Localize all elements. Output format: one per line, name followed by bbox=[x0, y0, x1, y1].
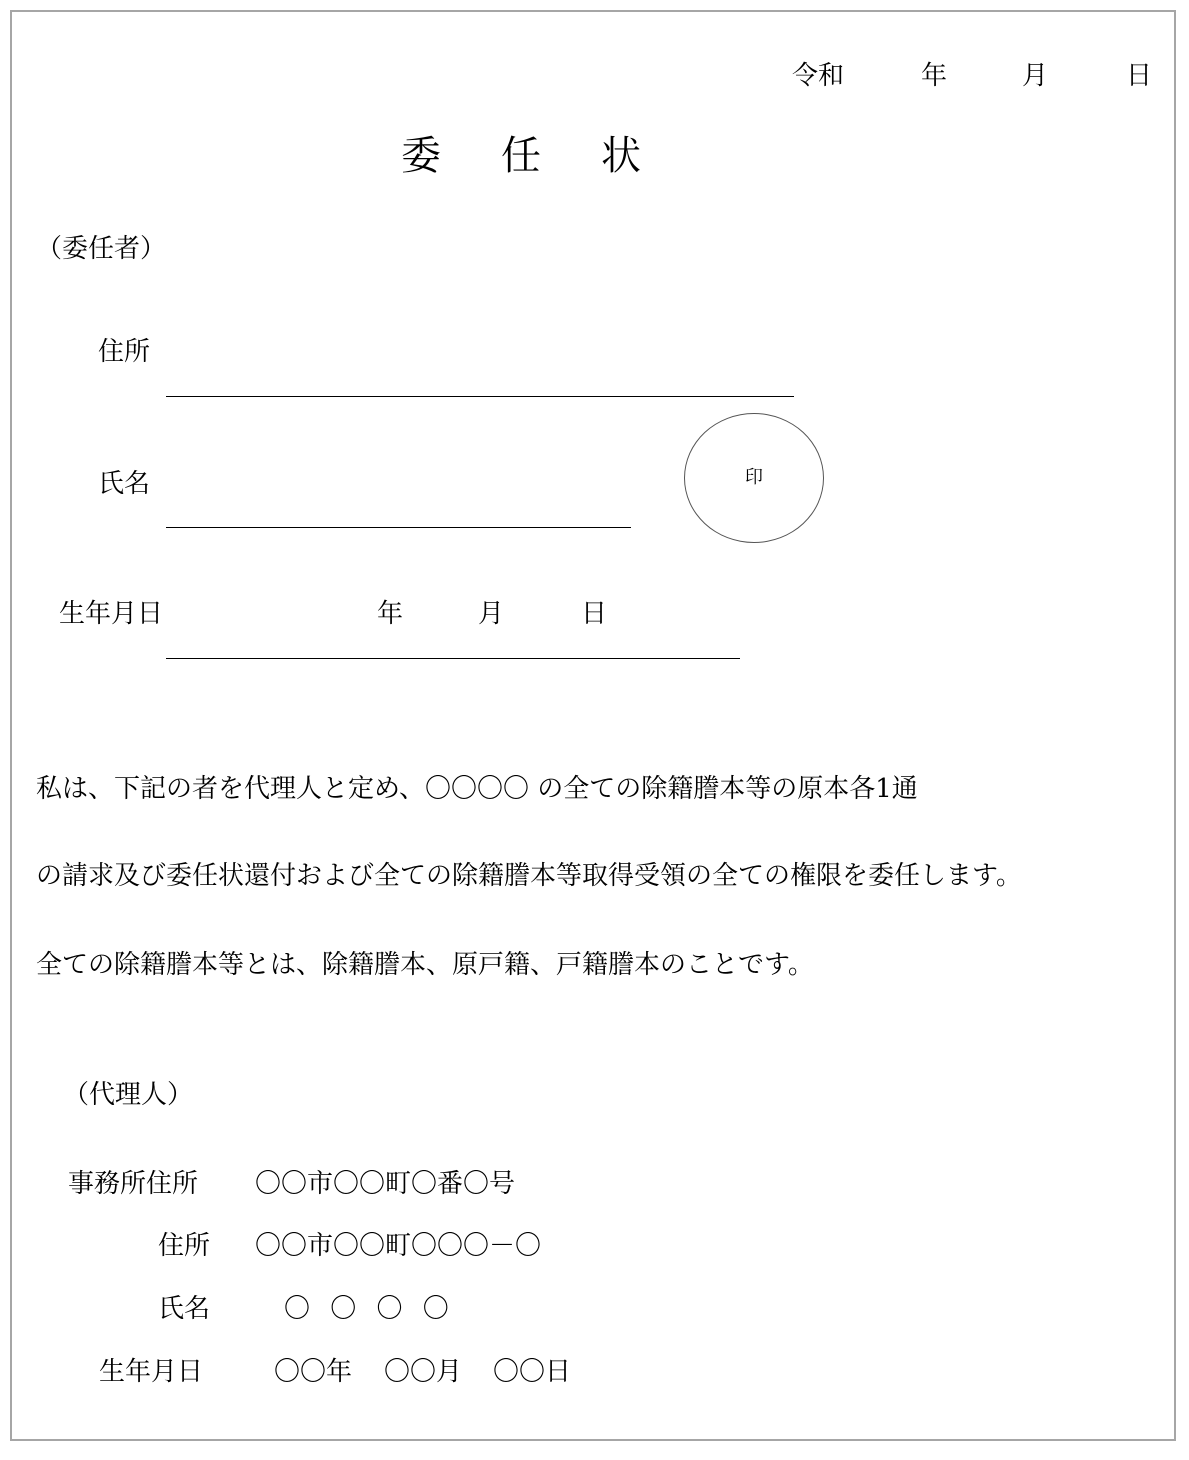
agent-heading: （代理人） bbox=[63, 1080, 194, 1110]
document-page bbox=[10, 10, 1176, 1441]
principal-birth-year-unit: 年 bbox=[377, 599, 404, 629]
agent-birth-year: 〇〇年 bbox=[274, 1357, 353, 1387]
agent-office-address-value: 〇〇市〇〇町〇番〇号 bbox=[255, 1169, 516, 1199]
seal-circle bbox=[684, 413, 824, 543]
principal-birth-label: 生年月日 bbox=[59, 599, 164, 629]
principal-birth-month-unit: 月 bbox=[478, 599, 505, 629]
principal-heading: （委任者） bbox=[36, 234, 167, 264]
date-day-unit: 日 bbox=[1126, 61, 1153, 91]
body-line-2: の請求及び委任状還付および全ての除籍謄本等取得受領の全ての権限を委任します。 bbox=[36, 861, 1022, 891]
agent-name-label: 氏名 bbox=[158, 1294, 211, 1324]
document-title-char-3: 状 bbox=[601, 133, 641, 179]
principal-name-label: 氏名 bbox=[98, 469, 151, 499]
principal-address-label: 住所 bbox=[98, 337, 151, 367]
body-line-3: 全ての除籍謄本等とは、除籍謄本、原戸籍、戸籍謄本のことです。 bbox=[36, 950, 814, 980]
date-month-unit: 月 bbox=[1022, 61, 1049, 91]
date-era: 令和 bbox=[792, 61, 845, 91]
agent-name-value: 〇 〇 〇 〇 bbox=[284, 1294, 455, 1324]
agent-address-value: 〇〇市〇〇町〇〇〇－〇 bbox=[255, 1231, 542, 1261]
agent-birth-label: 生年月日 bbox=[99, 1357, 204, 1387]
principal-birth-day-unit: 日 bbox=[581, 599, 608, 629]
principal-address-line[interactable] bbox=[166, 396, 794, 397]
agent-address-label: 住所 bbox=[158, 1231, 211, 1261]
principal-name-line[interactable] bbox=[166, 527, 631, 528]
agent-birth-day: 〇〇日 bbox=[493, 1357, 572, 1387]
agent-office-address-label: 事務所住所 bbox=[68, 1169, 199, 1199]
seal-label: 印 bbox=[745, 467, 763, 488]
document-title-char-1: 委 bbox=[401, 133, 441, 179]
agent-birth-month: 〇〇月 bbox=[384, 1357, 463, 1387]
date-year-unit: 年 bbox=[921, 61, 948, 91]
body-line-1: 私は、下記の者を代理人と定め、〇〇〇〇 の全ての除籍謄本等の原本各1通 bbox=[36, 774, 918, 804]
document-title-char-2: 任 bbox=[501, 133, 541, 179]
principal-birth-line[interactable] bbox=[166, 658, 740, 659]
